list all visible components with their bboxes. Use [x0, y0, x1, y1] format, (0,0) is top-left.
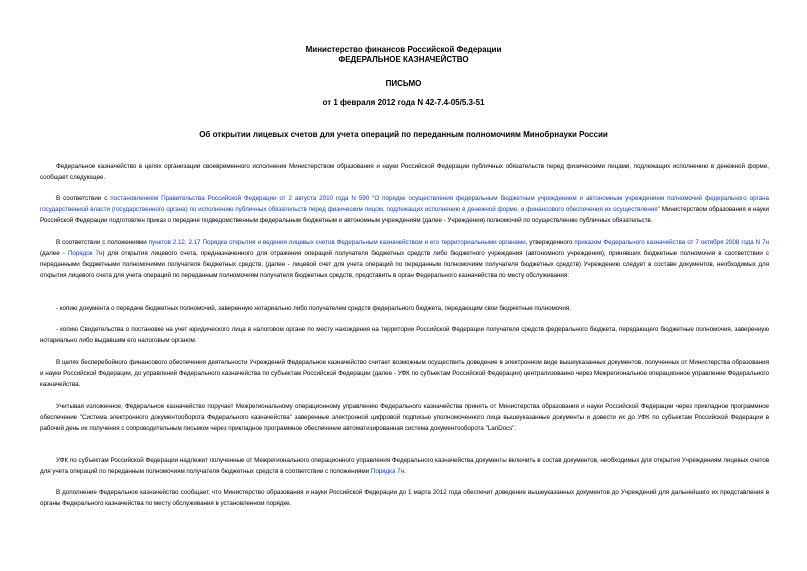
paragraph-text: (далее - — [40, 250, 68, 257]
paragraph-instruction: Учитывая изложенное, Федеральное казначейство поручает Межрегиональному операционному управлению Федерального казначейства принять от Министерства образования и науки Российской Федерации через прикладное программное обеспечение "Система электронного документооборота Федерального казначейства" заверенные электронной цифровой подписью уполномоченного лица вышеуказанные документы и довести их до УФК по субъектам Российской Федерации в рабочий день их получения с сопроводительным письмом через прикладное программное обеспечение автоматизированная система документооборота "LanDocs". — [40, 403, 769, 432]
document-subject: Об открытии лицевых счетов для учета операций по переданным полномочиям Минобрнауки России — [199, 130, 608, 139]
paragraph-text: УФК по субъектам Российской Федерации надлежит полученные от Межрегионального операционного управления Федерального казначейства документы включить в состав документов, необходимых для открытия Учреждениям лицевых счетов для учета операций по переданным полномочиям получателя бюджетных средств в соответствии с положениями — [40, 457, 769, 475]
paragraph-text: , утвержденного — [525, 239, 575, 246]
paragraph-resolution — [40, 193, 769, 226]
procedure-points-link[interactable]: пунктов 2.12, 2.17 Порядка открытия и ведения лицевых счетов Федеральным казначейством и его территориальными органами — [148, 239, 526, 246]
paragraph-text: ) для открытия лицевого счета, предназначенного для отражения операций получателя бюджетных средств либо бюджетного учреждения (автономного учреждения), принявших бюджетные полномочия в соответствии с переданными бюджетными полномочиями получателя бюджетных средств, (далее - лицевой счет для учета операций по переданным полномочиям получателя бюджетных средств) Учреждению следует в составе документов, необходимых для открытия лицевого счета для учета операций по переданным полномочиям получателя бюджетных средств, представить в орган Федерального казначейства по месту обслуживания: — [40, 250, 769, 279]
ministry-name: Министерство финансов Российской Федерации — [305, 45, 502, 54]
procedure-7n-link[interactable]: Порядок 7н — [67, 250, 103, 257]
agency-name: ФЕДЕРАЛЬНОЕ КАЗНАЧЕЙСТВО — [338, 55, 469, 64]
paragraph-text: Министерством образования и науки Российской Федерации подготовлен приказ о передаче подведомственным федеральным бюджетным и автономным учреждениям (далее - Учреждения) полномочий по осуществлению публичных обязательств. — [40, 206, 769, 224]
paragraph-ufk-duty — [40, 455, 769, 477]
order-7n-link[interactable]: приказом Федерального казначейства от 7 октября 2008 года N 7н — [574, 239, 770, 246]
paragraph-intro: Федеральное казначейство в целях организации своевременного исполнения Министерством образования и науки Российской Федерации публичных обязательств перед физическими лицами, подлежащих исполнению в денежной форме, сообщает следующее. — [40, 163, 769, 181]
list-item-power-transfer-copy: - копию документа о передаче бюджетных полномочий, заверенную нотариально либо получателем средств федерального бюджета, передающим свои бюджетные полномочия; — [56, 305, 571, 312]
paragraph-text: . — [404, 468, 406, 475]
paragraph-text: В соответствии с положениями — [56, 239, 149, 246]
paragraph-text: В соответствии с — [56, 195, 111, 202]
document-date-number: от 1 февраля 2012 года N 42-7.4-05/5.3-51 — [322, 98, 485, 107]
paragraph-electronic-delivery: В целях бесперебойного финансового обеспечения деятельности Учреждений Федеральное казначейство считает возможным осуществить доведение в электронном виде вышеуказанных документов, полученных от Министерства образования и науки Российской Федерации, до управлений Федерального казначейства по субъектам Российской Федерации (далее - УФК по субъектам Российской Федерации) централизованно через Межрегиональное операционное управление Федерального казначейства. — [40, 359, 769, 388]
list-item-tax-certificate-copy: - копию Свидетельства о постановке на учет юридического лица в налоговом органе по месту нахождения на территории Российской Федерации получателя средств федерального бюджета, передающего бюджетные полномочия, заверенную нотариально либо выдавшим его налоговым органом. — [40, 326, 769, 344]
paragraph-addition: В дополнение Федеральное казначейство сообщает, что Министерство образования и науки Российской Федерации до 1 марта 2012 года обеспечит доведение вышеуказанных документов до Учреждений для дальнейшего их представления в органы Федерального казначейства по месту обслуживания в установленном порядке. — [40, 489, 769, 507]
resolution-590-link[interactable]: постановлением Правительства Российской Федерации от 2 августа 2010 года N 590 "О порядке осуществления федеральным бюджетным учреждением и автономным учреждением полномочий федерального органа государственной власти (государственного органа) по исполнению публичных обязательств перед физическим лицом, подлежащих исполнению в денежной форме, и финансового обеспечения их осуществления" — [40, 195, 770, 213]
procedure-7n-link[interactable]: Порядка 7н — [370, 468, 405, 475]
document-type: ПИСЬМО — [385, 79, 422, 88]
paragraph-procedure — [40, 237, 769, 281]
